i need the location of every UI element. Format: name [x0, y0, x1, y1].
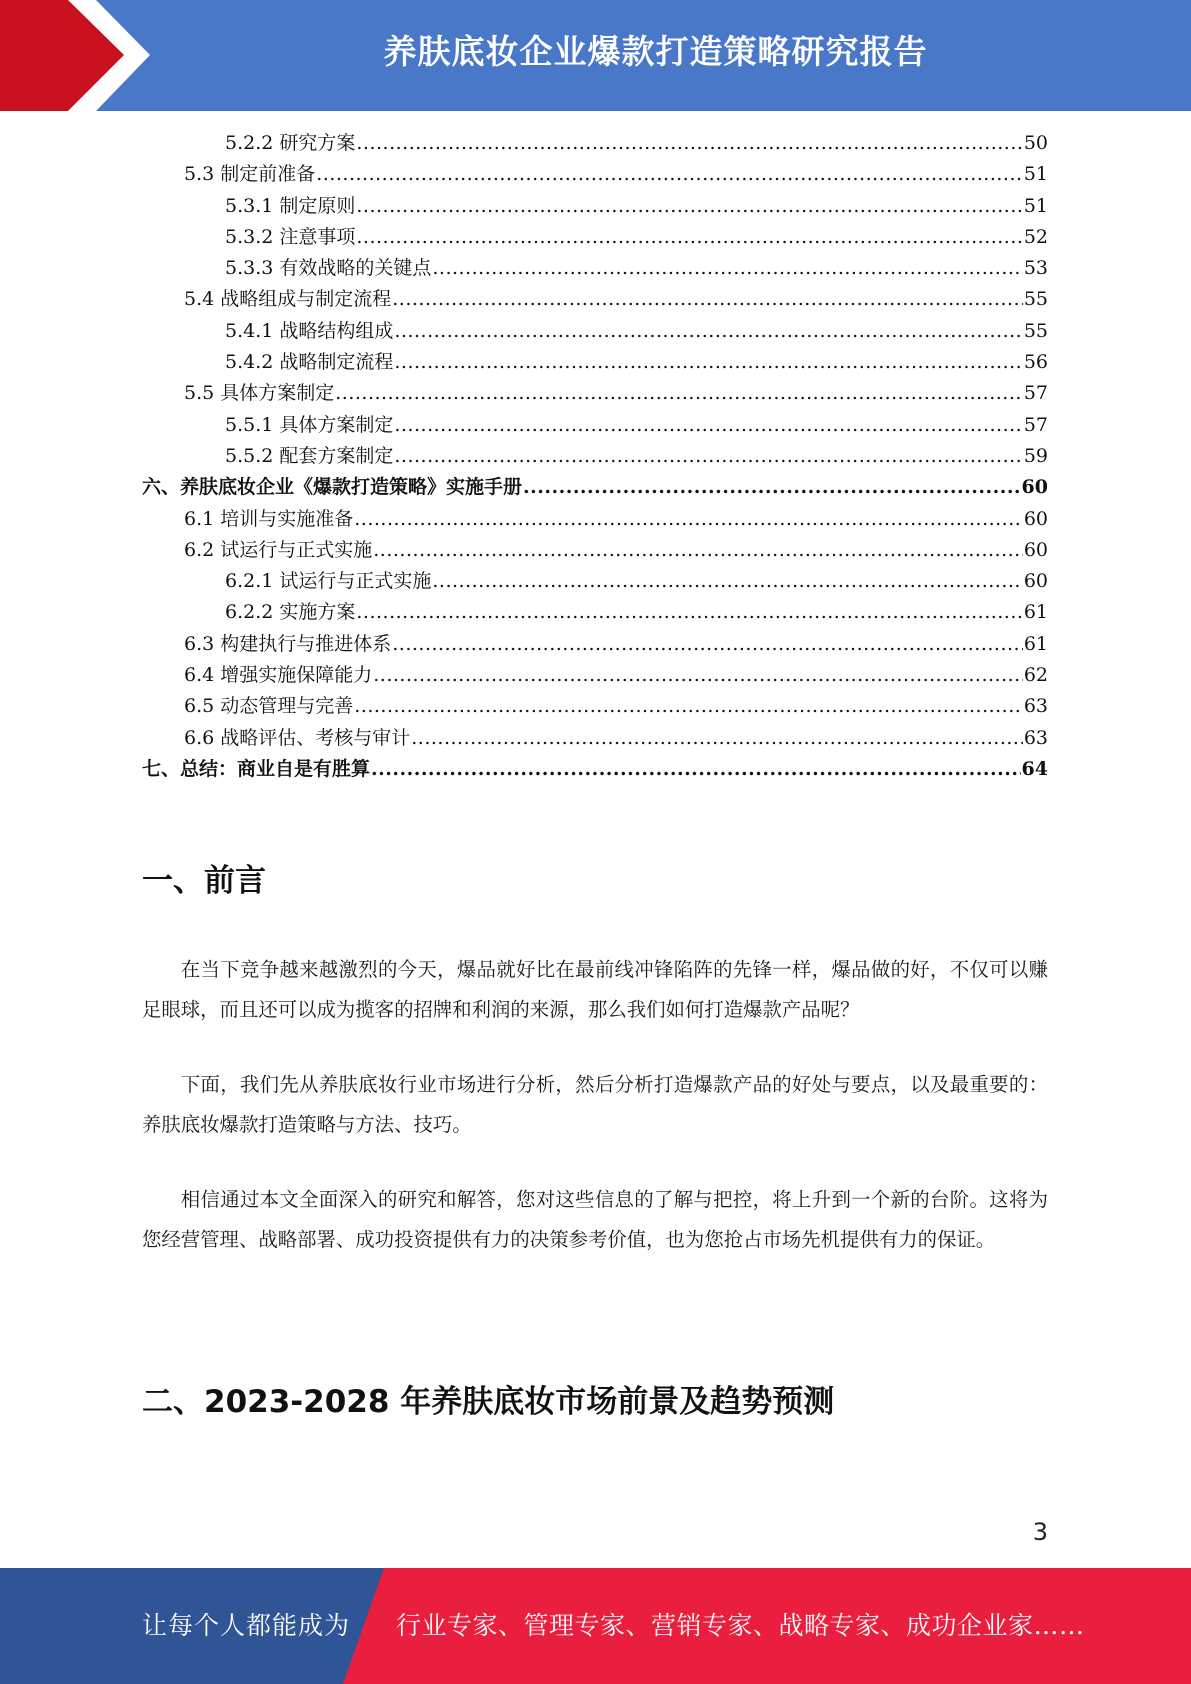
toc-entry-title: 6.6 战略评估、考核与审计	[184, 726, 411, 749]
toc-entry-page: 64	[1021, 757, 1048, 780]
toc-entry-title: 6.2.1 试运行与正式实施	[225, 570, 432, 593]
toc-dot-leader	[432, 257, 1022, 279]
toc-dot-leader	[373, 539, 1023, 561]
toc-entry[interactable]	[142, 504, 1048, 535]
toc-entry[interactable]	[142, 410, 1048, 441]
toc-entry[interactable]	[142, 629, 1048, 660]
report-title: 养肤底妆企业爆款打造策略研究报告	[383, 32, 928, 71]
toc-entry-page: 61	[1023, 601, 1048, 624]
toc-dot-leader	[371, 758, 1021, 780]
toc-entry[interactable]	[142, 691, 1048, 722]
toc-dot-leader	[394, 414, 1022, 436]
toc-entry-page: 55	[1023, 288, 1048, 311]
toc-entry-page: 57	[1023, 382, 1048, 405]
toc-entry-title: 5.4 战略组成与制定流程	[184, 288, 392, 311]
paragraph: 下面，我们先从养肤底妆行业市场进行分析，然后分析打造爆款产品的好处与要点，以及最重要的：养肤底妆爆款打造策略与方法、技巧。	[142, 1073, 1048, 1136]
toc-entry-page: 57	[1023, 413, 1048, 436]
paragraph: 在当下竞争越来越激烈的今天，爆品就好比在最前线冲锋陷阵的先锋一样，爆品做的好，不仅可以赚足眼球，而且还可以成为揽客的招牌和利润的来源，那么我们如何打造爆款产品呢？	[142, 958, 1048, 1021]
toc-entry-title: 6.1 培训与实施准备	[184, 507, 354, 530]
toc-dot-leader	[373, 664, 1023, 686]
toc-entry-title: 七、总结：商业自是有胜算	[142, 757, 371, 780]
toc-entry[interactable]	[142, 316, 1048, 347]
toc-entry-page: 51	[1023, 194, 1048, 217]
toc-entry-title: 5.5 具体方案制定	[184, 382, 335, 405]
toc-entry-title: 5.4.1 战略结构组成	[225, 319, 394, 342]
toc-entry-page: 63	[1023, 726, 1048, 749]
toc-entry-title: 5.2.2 研究方案	[225, 132, 356, 154]
toc-entry-page: 62	[1023, 664, 1048, 687]
toc-entry[interactable]	[142, 597, 1048, 628]
toc-entry-page: 63	[1023, 695, 1048, 718]
toc-entry-page: 51	[1023, 163, 1048, 186]
toc-entry-title: 6.2 试运行与正式实施	[184, 538, 373, 561]
page-number: 3	[1032, 1518, 1048, 1546]
toc-dot-leader	[394, 320, 1022, 342]
toc-dot-leader	[356, 132, 1022, 154]
toc-dot-leader	[523, 476, 1021, 498]
toc-dot-leader	[394, 351, 1022, 373]
toc-dot-leader	[356, 195, 1022, 217]
toc-dot-leader	[356, 226, 1022, 248]
toc-entry-title: 5.3.1 制定原则	[225, 194, 356, 217]
toc-dot-leader	[356, 601, 1022, 623]
toc-entry-title: 6.3 构建执行与推进体系	[184, 632, 392, 655]
toc-entry-title: 5.3 制定前准备	[184, 163, 316, 186]
toc-entry-title: 6.4 增强实施保障能力	[184, 664, 373, 687]
toc-dot-leader	[335, 382, 1023, 404]
toc-entry[interactable]	[142, 441, 1048, 472]
footer-slogan-left: 让每个人都能成为	[142, 1611, 351, 1640]
toc-entry-page: 56	[1023, 351, 1048, 374]
section-heading-market-forecast: 二、2023-2028 年养肤底妆市场前景及趋势预测	[142, 1384, 835, 1420]
toc-entry-title: 5.3.2 注意事项	[225, 225, 356, 248]
toc-entry[interactable]	[142, 347, 1048, 378]
table-of-contents	[142, 128, 1048, 785]
toc-entry-page: 52	[1023, 225, 1048, 248]
toc-entry-title: 六、养肤底妆企业《爆款打造策略》实施手册	[142, 476, 523, 499]
toc-entry-page: 60	[1023, 570, 1048, 593]
toc-entry-page: 60	[1021, 476, 1048, 499]
toc-entry-title: 6.2.2 实施方案	[225, 601, 356, 624]
toc-entry-page: 53	[1023, 257, 1048, 280]
toc-dot-leader	[392, 633, 1023, 655]
section-heading-preface: 一、前言	[142, 863, 266, 899]
toc-entry[interactable]	[142, 253, 1048, 284]
toc-dot-leader	[354, 508, 1023, 530]
toc-dot-leader	[394, 445, 1022, 467]
page-header	[0, 0, 1191, 111]
toc-entry[interactable]	[142, 723, 1048, 754]
toc-entry-page: 50	[1023, 132, 1048, 154]
toc-entry-title: 5.5.1 具体方案制定	[225, 413, 394, 436]
toc-entry-title: 5.5.2 配套方案制定	[225, 444, 394, 467]
toc-entry[interactable]	[142, 660, 1048, 691]
toc-entry-page: 60	[1023, 538, 1048, 561]
toc-entry[interactable]	[142, 128, 1048, 159]
toc-dot-leader	[432, 570, 1022, 592]
toc-entry[interactable]	[142, 159, 1048, 190]
toc-entry[interactable]	[142, 566, 1048, 597]
footer-slogan-right: 行业专家、管理专家、营销专家、战略专家、成功企业家……	[396, 1611, 1085, 1640]
toc-entry[interactable]	[142, 535, 1048, 566]
toc-dot-leader	[316, 163, 1023, 185]
toc-entry-title: 6.5 动态管理与完善	[184, 695, 354, 718]
toc-entry-title: 5.4.2 战略制定流程	[225, 351, 394, 374]
page-footer	[0, 1568, 1191, 1684]
toc-dot-leader	[411, 727, 1023, 749]
toc-entry[interactable]	[142, 222, 1048, 253]
toc-entry[interactable]	[142, 754, 1048, 785]
toc-entry[interactable]	[142, 191, 1048, 222]
toc-entry[interactable]	[142, 378, 1048, 409]
toc-entry[interactable]	[142, 472, 1048, 503]
paragraph: 相信通过本文全面深入的研究和解答，您对这些信息的了解与把控，将上升到一个新的台阶。这将为您经营管理、战略部署、成功投资提供有力的决策参考价值，也为您抢占市场先机提供有力的保证。	[142, 1188, 1048, 1251]
toc-entry[interactable]	[142, 284, 1048, 315]
toc-entry-page: 60	[1023, 507, 1048, 530]
toc-entry-title: 5.3.3 有效战略的关键点	[225, 257, 432, 280]
toc-entry-page: 61	[1023, 632, 1048, 655]
toc-entry-page: 55	[1023, 319, 1048, 342]
toc-dot-leader	[354, 695, 1023, 717]
toc-dot-leader	[392, 288, 1023, 310]
toc-entry-page: 59	[1023, 444, 1048, 467]
